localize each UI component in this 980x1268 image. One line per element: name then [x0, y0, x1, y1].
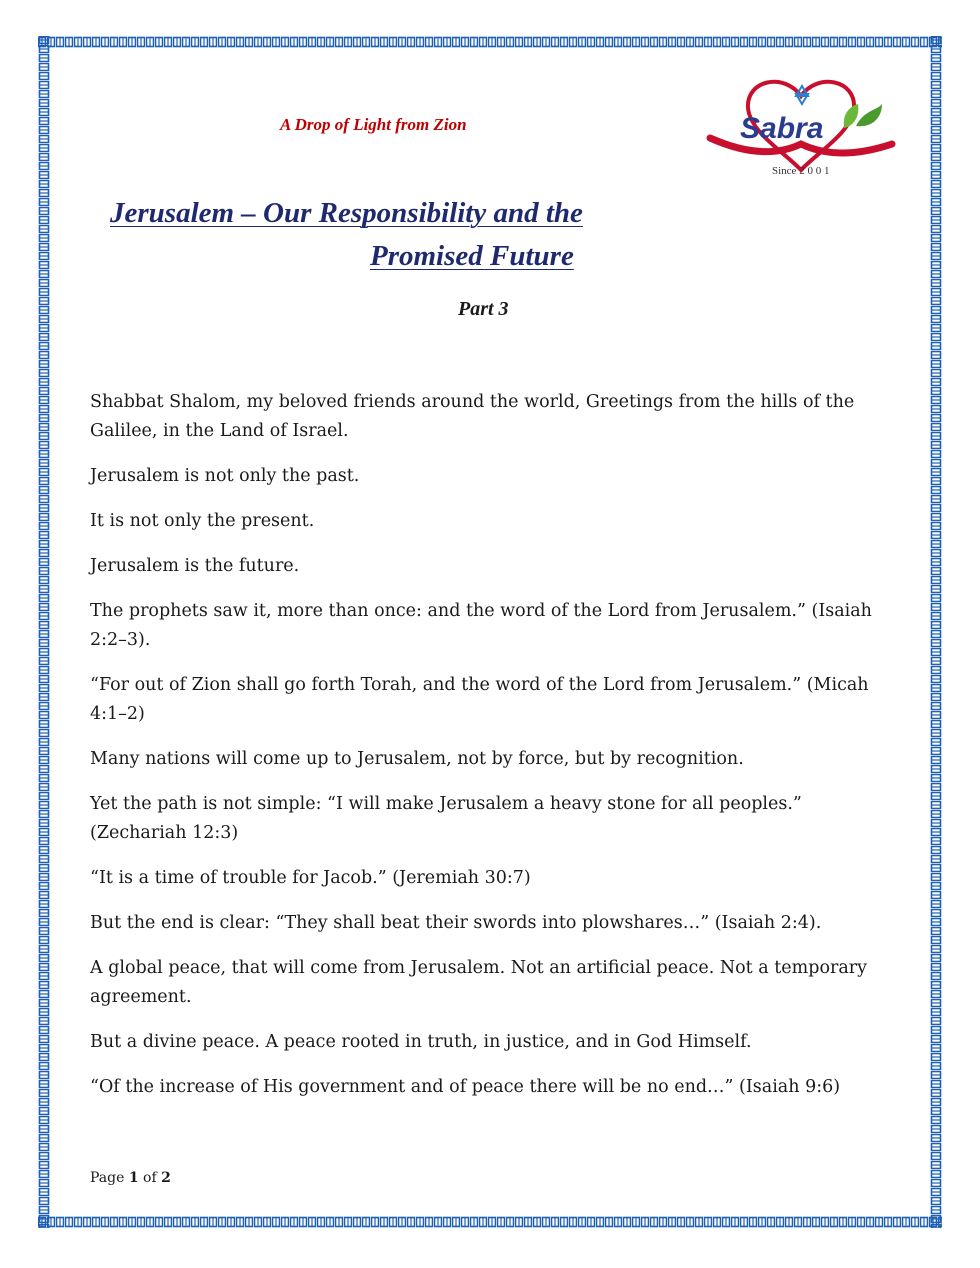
paragraph: Jerusalem is the future. [90, 556, 300, 576]
article-title-line2: Promised Future [370, 240, 574, 272]
sabra-logo [706, 74, 896, 186]
paragraph: But the end is clear: “They shall beat their swords into plowshares…” (Isaiah 2:4). [90, 913, 822, 933]
page-word: Page [90, 1170, 125, 1186]
page-number [90, 1170, 171, 1186]
paragraph: The prophets saw it, more than once: and the word of the Lord from Jerusalem.” (Isaiah 2:2–3). [90, 601, 872, 650]
paragraph: “For out of Zion shall go forth Torah, and the word of the Lord from Jerusalem.” (Micah 4:1–2) [90, 675, 869, 724]
of-word: of [143, 1170, 157, 1186]
paragraph: Jerusalem is not only the past. [90, 466, 360, 486]
paragraph: But a divine peace. A peace rooted in truth, in justice, and in God Himself. [90, 1032, 752, 1052]
svg-text:Since 2 0 0 1: Since 2 0 0 1 [772, 165, 830, 177]
page-border-right [930, 36, 942, 1228]
paragraph: “Of the increase of His government and of peace there will be no end…” (Isaiah 9:6) [90, 1077, 841, 1097]
page-total: 2 [161, 1170, 171, 1186]
article-part: Part 3 [458, 298, 509, 320]
article-body [90, 388, 890, 1118]
svg-text:Sabra: Sabra [740, 112, 824, 145]
series-kicker: A Drop of Light from Zion [280, 115, 467, 134]
paragraph: A global peace, that will come from Jerusalem. Not an artificial peace. Not a temporary agreement. [90, 958, 868, 1007]
page-border-left [38, 36, 50, 1228]
paragraph: It is not only the present. [90, 511, 315, 531]
page-border-top [38, 36, 942, 48]
paragraph: “It is a time of trouble for Jacob.” (Jeremiah 30:7) [90, 868, 531, 888]
page-current: 1 [128, 1170, 139, 1186]
article-title-line1: Jerusalem – Our Responsibility and the [110, 197, 583, 229]
paragraph: Many nations will come up to Jerusalem, not by force, but by recognition. [90, 749, 744, 769]
page-border-bottom [38, 1216, 942, 1228]
paragraph: Shabbat Shalom, my beloved friends around the world, Greetings from the hills of the Galilee, in the Land of Israel. [90, 392, 855, 441]
paragraph: Yet the path is not simple: “I will make Jerusalem a heavy stone for all peoples.” (Zechariah 12:3) [90, 794, 802, 843]
